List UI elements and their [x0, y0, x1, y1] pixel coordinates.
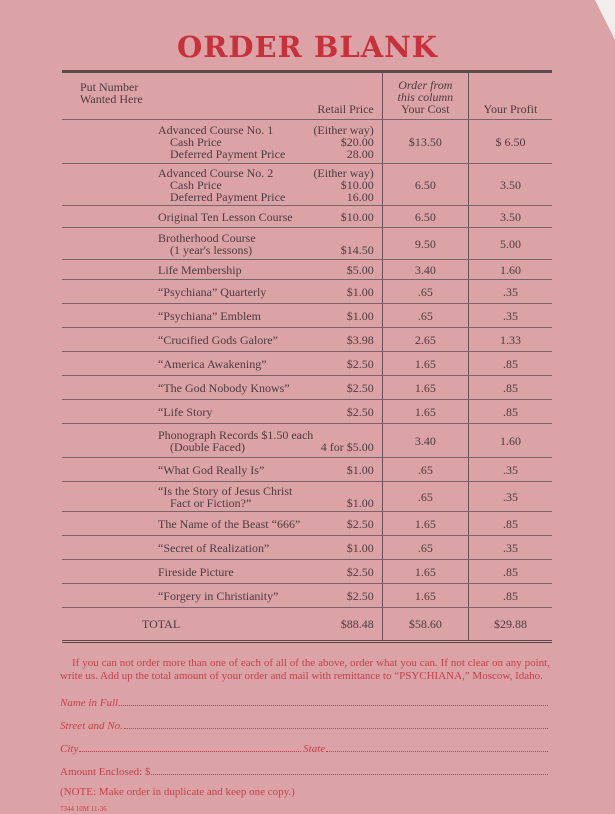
- item-line: [62, 497, 382, 509]
- item-name: “Psychiana” Emblem: [158, 308, 261, 323]
- retail-price: $2.50: [346, 588, 374, 603]
- table-row[interactable]: [62, 280, 552, 304]
- retail-price: $20.00: [340, 134, 374, 149]
- your-profit: .35: [468, 536, 552, 560]
- item-line: [62, 191, 382, 203]
- item-name: Deferred Payment Price: [170, 146, 286, 161]
- your-cost: .65: [382, 304, 468, 328]
- order-form: [60, 657, 550, 814]
- item-line: [62, 485, 382, 497]
- your-profit-header: Your Profit: [468, 72, 552, 120]
- your-cost: 3.40: [382, 424, 468, 458]
- item-name: “Psychiana” Quarterly: [158, 284, 267, 299]
- retail-price: $1.00: [346, 540, 374, 555]
- retail-price: 4 for $5.00: [320, 439, 374, 454]
- retail-price: $10.00: [340, 209, 374, 224]
- retail-price: $2.50: [346, 356, 374, 371]
- table-row[interactable]: [62, 536, 552, 560]
- city-state-field[interactable]: [60, 739, 550, 755]
- item-line: [62, 167, 382, 179]
- item-name: Brotherhood Course: [158, 230, 256, 245]
- item-line: [62, 310, 382, 322]
- item-line: [62, 441, 382, 453]
- item-name: Cash Price: [170, 134, 222, 149]
- item-line: [62, 334, 382, 346]
- your-cost: 3.40: [382, 260, 468, 280]
- item-name: “Crucified Gods Galore”: [158, 332, 278, 347]
- retail-price: $10.00: [340, 177, 374, 192]
- your-cost-header: Order from this column Your Cost: [382, 72, 468, 120]
- your-cost: .65: [382, 482, 468, 512]
- item-line: [62, 590, 382, 602]
- table-row[interactable]: [62, 512, 552, 536]
- retail-price: 16.00: [346, 189, 374, 204]
- item-line: [62, 244, 382, 256]
- table-row[interactable]: [62, 458, 552, 482]
- retail-price: $5.00: [346, 262, 374, 277]
- duplicate-note: (NOTE: Make order in duplicate and keep one copy.): [60, 786, 295, 798]
- table-row[interactable]: [62, 206, 552, 228]
- item-name: Advanced Course No. 1: [158, 122, 274, 137]
- retail-price: $1.00: [346, 284, 374, 299]
- your-cost: 9.50: [382, 228, 468, 260]
- item-line: [62, 542, 382, 554]
- page-corner-fold: [595, 0, 615, 40]
- item-name: Phonograph Records $1.50 each: [158, 427, 314, 442]
- item-name: Cash Price: [170, 177, 222, 192]
- your-cost: 6.50: [382, 164, 468, 206]
- item-name: The Name of the Beast “666”: [158, 516, 301, 531]
- item-name: “Forgery in Christianity”: [158, 588, 279, 603]
- item-name: Fireside Picture: [158, 564, 234, 579]
- table-row[interactable]: [62, 260, 552, 280]
- item-line: [62, 264, 382, 276]
- retail-price: 28.00: [346, 146, 374, 161]
- item-name: “Is the Story of Jesus Christ: [158, 483, 293, 498]
- table-row[interactable]: [62, 304, 552, 328]
- table-row[interactable]: [62, 120, 552, 164]
- table-row[interactable]: [62, 482, 552, 512]
- table-row[interactable]: [62, 164, 552, 206]
- total-cost: $58.60: [382, 608, 468, 642]
- item-line: [62, 211, 382, 223]
- item-line: [62, 358, 382, 370]
- retail-price: $2.50: [346, 380, 374, 395]
- item-name: “Life Story: [158, 404, 213, 419]
- retail-price: $14.50: [340, 242, 374, 257]
- retail-price: $2.50: [346, 404, 374, 419]
- item-name: “America Awakening”: [158, 356, 267, 371]
- retail-price: $1.00: [346, 495, 374, 510]
- your-cost: 1.65: [382, 400, 468, 424]
- total-retail: $88.48: [340, 617, 374, 631]
- table-row[interactable]: [62, 352, 552, 376]
- your-profit: .35: [468, 280, 552, 304]
- item-name: “What God Really Is”: [158, 462, 265, 477]
- item-name: Fact or Fiction?”: [170, 495, 252, 510]
- your-profit: .35: [468, 458, 552, 482]
- retail-price: (Either way): [313, 165, 374, 180]
- item-name: Life Membership: [158, 262, 242, 277]
- total-row: [62, 608, 552, 642]
- retail-price-header: Retail Price: [317, 102, 374, 116]
- item-line: [62, 124, 382, 136]
- item-line: [62, 286, 382, 298]
- retail-price: $2.50: [346, 564, 374, 579]
- page-title: ORDER BLANK: [177, 30, 438, 64]
- your-cost: .65: [382, 458, 468, 482]
- your-profit: .35: [468, 482, 552, 512]
- retail-price: $1.00: [346, 462, 374, 477]
- retail-price: (Either way): [313, 122, 374, 137]
- total-profit: $29.88: [468, 608, 552, 642]
- your-profit: .85: [468, 584, 552, 608]
- item-line: [62, 429, 382, 441]
- your-cost: 1.65: [382, 512, 468, 536]
- table-row[interactable]: [62, 400, 552, 424]
- table-row[interactable]: [62, 560, 552, 584]
- item-name: Advanced Course No. 2: [158, 165, 274, 180]
- item-line: [62, 232, 382, 244]
- your-cost: 1.65: [382, 560, 468, 584]
- your-profit: .85: [468, 512, 552, 536]
- your-cost: 1.65: [382, 584, 468, 608]
- your-profit: .85: [468, 376, 552, 400]
- your-profit: 3.50: [468, 164, 552, 206]
- print-code: 7344 10M 11-36: [60, 805, 107, 813]
- retail-price: $2.50: [346, 516, 374, 531]
- your-cost: 1.65: [382, 376, 468, 400]
- table-row[interactable]: [62, 376, 552, 400]
- your-profit: $ 6.50: [468, 120, 552, 164]
- table-row[interactable]: [62, 584, 552, 608]
- your-profit: .85: [468, 352, 552, 376]
- your-cost: .65: [382, 536, 468, 560]
- your-profit: 1.60: [468, 260, 552, 280]
- your-profit: .85: [468, 400, 552, 424]
- table-row[interactable]: [62, 228, 552, 260]
- your-cost: 1.65: [382, 352, 468, 376]
- item-line: [62, 382, 382, 394]
- order-table: [62, 70, 552, 643]
- your-profit: .35: [468, 304, 552, 328]
- your-profit: .85: [468, 560, 552, 584]
- your-profit: 5.00: [468, 228, 552, 260]
- your-cost: 6.50: [382, 206, 468, 228]
- item-line: [62, 148, 382, 160]
- name-field[interactable]: Name in Full: [60, 693, 550, 709]
- your-cost: $13.50: [382, 120, 468, 164]
- retail-price: $3.98: [346, 332, 374, 347]
- item-line: [62, 464, 382, 476]
- street-field[interactable]: Street and No.: [60, 716, 550, 732]
- retail-price: $1.00: [346, 308, 374, 323]
- put-number-header: Put Number Wanted Here: [80, 80, 143, 106]
- total-label: TOTAL: [142, 617, 181, 631]
- table-row[interactable]: [62, 424, 552, 458]
- item-line: [62, 566, 382, 578]
- city-label: City: [60, 743, 79, 755]
- state-label: State: [303, 743, 326, 755]
- item-line: [62, 136, 382, 148]
- your-profit: 3.50: [468, 206, 552, 228]
- item-name: Deferred Payment Price: [170, 189, 286, 204]
- your-profit: 1.33: [468, 328, 552, 352]
- item-name: Original Ten Lesson Course: [158, 209, 293, 224]
- item-line: [62, 406, 382, 418]
- item-name: (Double Faced): [170, 439, 245, 454]
- instructions-text: If you can not order more than one of each of all of the above, order what you can. If not clear on any point, write us. Add up the total amount of your order and mail with remittance to “PSYCHIANA,” Moscow, Idaho.: [60, 657, 550, 682]
- item-name: (1 year's lessons): [170, 242, 253, 257]
- your-profit: 1.60: [468, 424, 552, 458]
- item-name: “Secret of Realization”: [158, 540, 270, 555]
- your-cost: 2.65: [382, 328, 468, 352]
- item-line: [62, 518, 382, 530]
- table-header: [62, 72, 552, 120]
- amount-field[interactable]: Amount Enclosed: $: [60, 762, 550, 778]
- your-cost: .65: [382, 280, 468, 304]
- item-line: [62, 179, 382, 191]
- table-row[interactable]: [62, 328, 552, 352]
- item-name: “The God Nobody Knows”: [158, 380, 290, 395]
